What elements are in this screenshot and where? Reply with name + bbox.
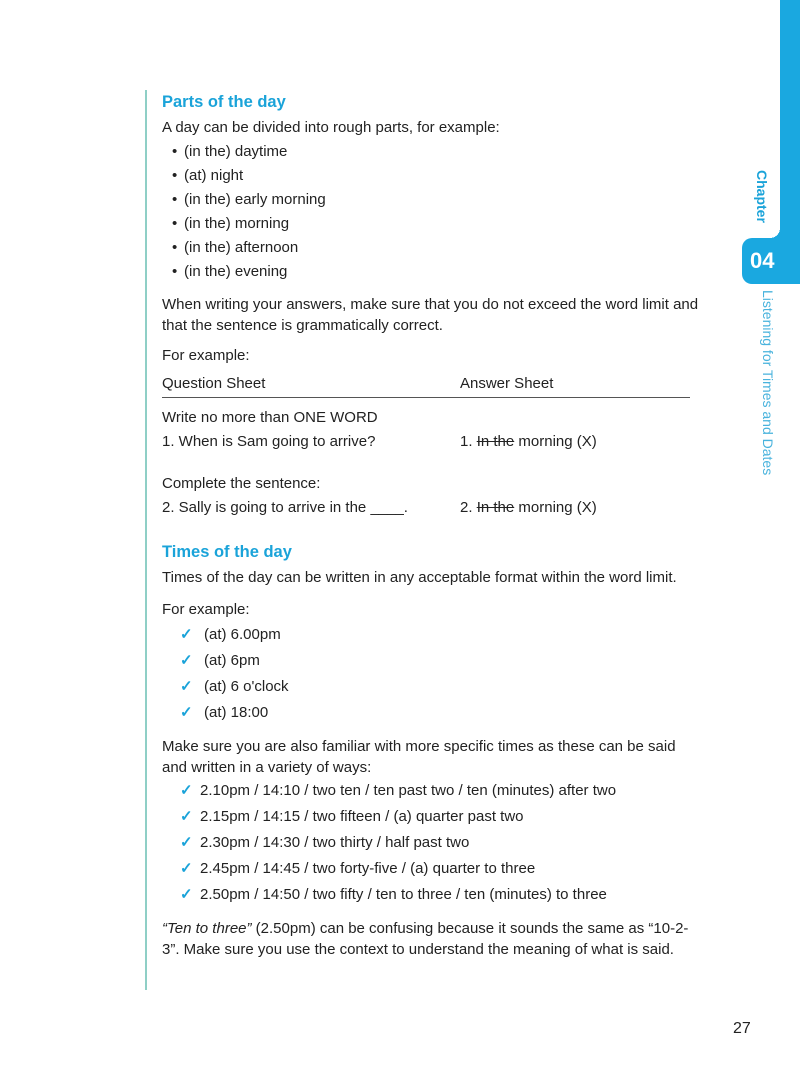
time-text: 2.15pm / 14:15 / two fifteen / (a) quarter past two bbox=[200, 808, 524, 825]
answer-number: 2. bbox=[460, 499, 473, 516]
checkmark-icon: ✓ bbox=[180, 704, 193, 721]
checkmark-icon: ✓ bbox=[180, 626, 193, 643]
list-item bbox=[180, 700, 702, 726]
list-item: • (in the) afternoon bbox=[172, 236, 702, 260]
list-item bbox=[180, 778, 702, 804]
chapter-number: 04 bbox=[750, 248, 775, 273]
list-item bbox=[180, 830, 702, 856]
example-text: (at) 6.00pm bbox=[204, 626, 281, 643]
list-item: • (at) night bbox=[172, 164, 702, 188]
list-item bbox=[180, 622, 702, 648]
struck-text: In the bbox=[476, 433, 515, 450]
time-text: 2.10pm / 14:10 / two ten / ten past two / ten (minutes) after two bbox=[200, 782, 617, 799]
time-text: 2.45pm / 14:45 / two forty-five / (a) quarter to three bbox=[200, 860, 536, 877]
list-item: • (in the) morning bbox=[172, 212, 702, 236]
table-row bbox=[162, 430, 690, 454]
list-item bbox=[180, 856, 702, 882]
example-text: (at) 6pm bbox=[204, 652, 260, 669]
chapter-title: Listening for Times and Dates bbox=[760, 290, 776, 476]
instruction-text: Complete the sentence: bbox=[162, 475, 321, 492]
checkmark-icon: ✓ bbox=[180, 678, 193, 695]
answer-text: morning (X) bbox=[518, 433, 597, 450]
checkmark-icon: ✓ bbox=[180, 860, 193, 877]
header-answer-sheet: Answer Sheet bbox=[460, 375, 554, 392]
parts-list bbox=[162, 140, 702, 284]
time-examples-list bbox=[162, 622, 702, 726]
example-text: (at) 6 o'clock bbox=[204, 678, 289, 695]
list-item: • (in the) daytime bbox=[172, 140, 702, 164]
section-parts-of-the-day bbox=[162, 90, 702, 520]
example-text: (at) 18:00 bbox=[204, 704, 269, 721]
left-margin-rule bbox=[145, 90, 147, 990]
list-item bbox=[180, 882, 702, 908]
question-cell: 1. When is Sam going to arrive? bbox=[162, 433, 376, 450]
section-heading: Parts of the day bbox=[162, 93, 286, 111]
answer-cell bbox=[460, 496, 690, 520]
page-content bbox=[162, 90, 702, 960]
checkmark-icon: ✓ bbox=[180, 652, 193, 669]
header-question-sheet: Question Sheet bbox=[162, 375, 266, 392]
checkmark-icon: ✓ bbox=[180, 886, 193, 903]
time-text: 2.50pm / 14:50 / two fifty / ten to three / ten (minutes) to three bbox=[200, 886, 607, 903]
table-header bbox=[162, 372, 690, 398]
note-text: (2.50pm) can be confusing because it sounds the same as “10-2-3”. Make sure you use the context to understand the meaning of what is said. bbox=[162, 920, 689, 958]
section-intro: A day can be divided into rough parts, for example: bbox=[162, 119, 500, 136]
chapter-label: Chapter bbox=[754, 170, 770, 223]
checkmark-icon: ✓ bbox=[180, 808, 193, 825]
struck-text: In the bbox=[476, 499, 515, 516]
specific-times-list bbox=[162, 778, 702, 908]
answer-number: 1. bbox=[460, 433, 473, 450]
section-heading: Times of the day bbox=[162, 543, 292, 561]
list-item bbox=[180, 674, 702, 700]
specific-times-paragraph: Make sure you are also familiar with more specific times as these can be said and written in a variety of ways: bbox=[162, 738, 676, 776]
list-item: • (in the) evening bbox=[172, 260, 702, 284]
table-row bbox=[162, 496, 690, 520]
chapter-tab-corner bbox=[770, 228, 780, 238]
list-item bbox=[180, 804, 702, 830]
section-times-of-the-day bbox=[162, 540, 702, 960]
question-cell: 2. Sally is going to arrive in the ____. bbox=[162, 499, 408, 516]
chapter-number-badge bbox=[742, 238, 800, 284]
list-item bbox=[180, 648, 702, 674]
checkmark-icon: ✓ bbox=[180, 834, 193, 851]
list-item: • (in the) early morning bbox=[172, 188, 702, 212]
note-paragraph bbox=[162, 918, 702, 960]
answer-cell bbox=[460, 430, 690, 454]
question-answer-table bbox=[162, 372, 690, 520]
time-text: 2.30pm / 14:30 / two thirty / half past two bbox=[200, 834, 470, 851]
answer-text: morning (X) bbox=[518, 499, 597, 516]
for-example-label: For example: bbox=[162, 601, 250, 618]
instruction-text: Write no more than ONE WORD bbox=[162, 409, 378, 426]
for-example-label: For example: bbox=[162, 347, 250, 364]
section-intro: Times of the day can be written in any acceptable format within the word limit. bbox=[162, 569, 677, 586]
note-italic: “Ten to three” bbox=[162, 920, 252, 937]
page-number: 27 bbox=[733, 1020, 751, 1037]
word-limit-paragraph: When writing your answers, make sure that you do not exceed the word limit and that the sentence is grammatically correct. bbox=[162, 296, 699, 334]
checkmark-icon: ✓ bbox=[180, 782, 193, 799]
